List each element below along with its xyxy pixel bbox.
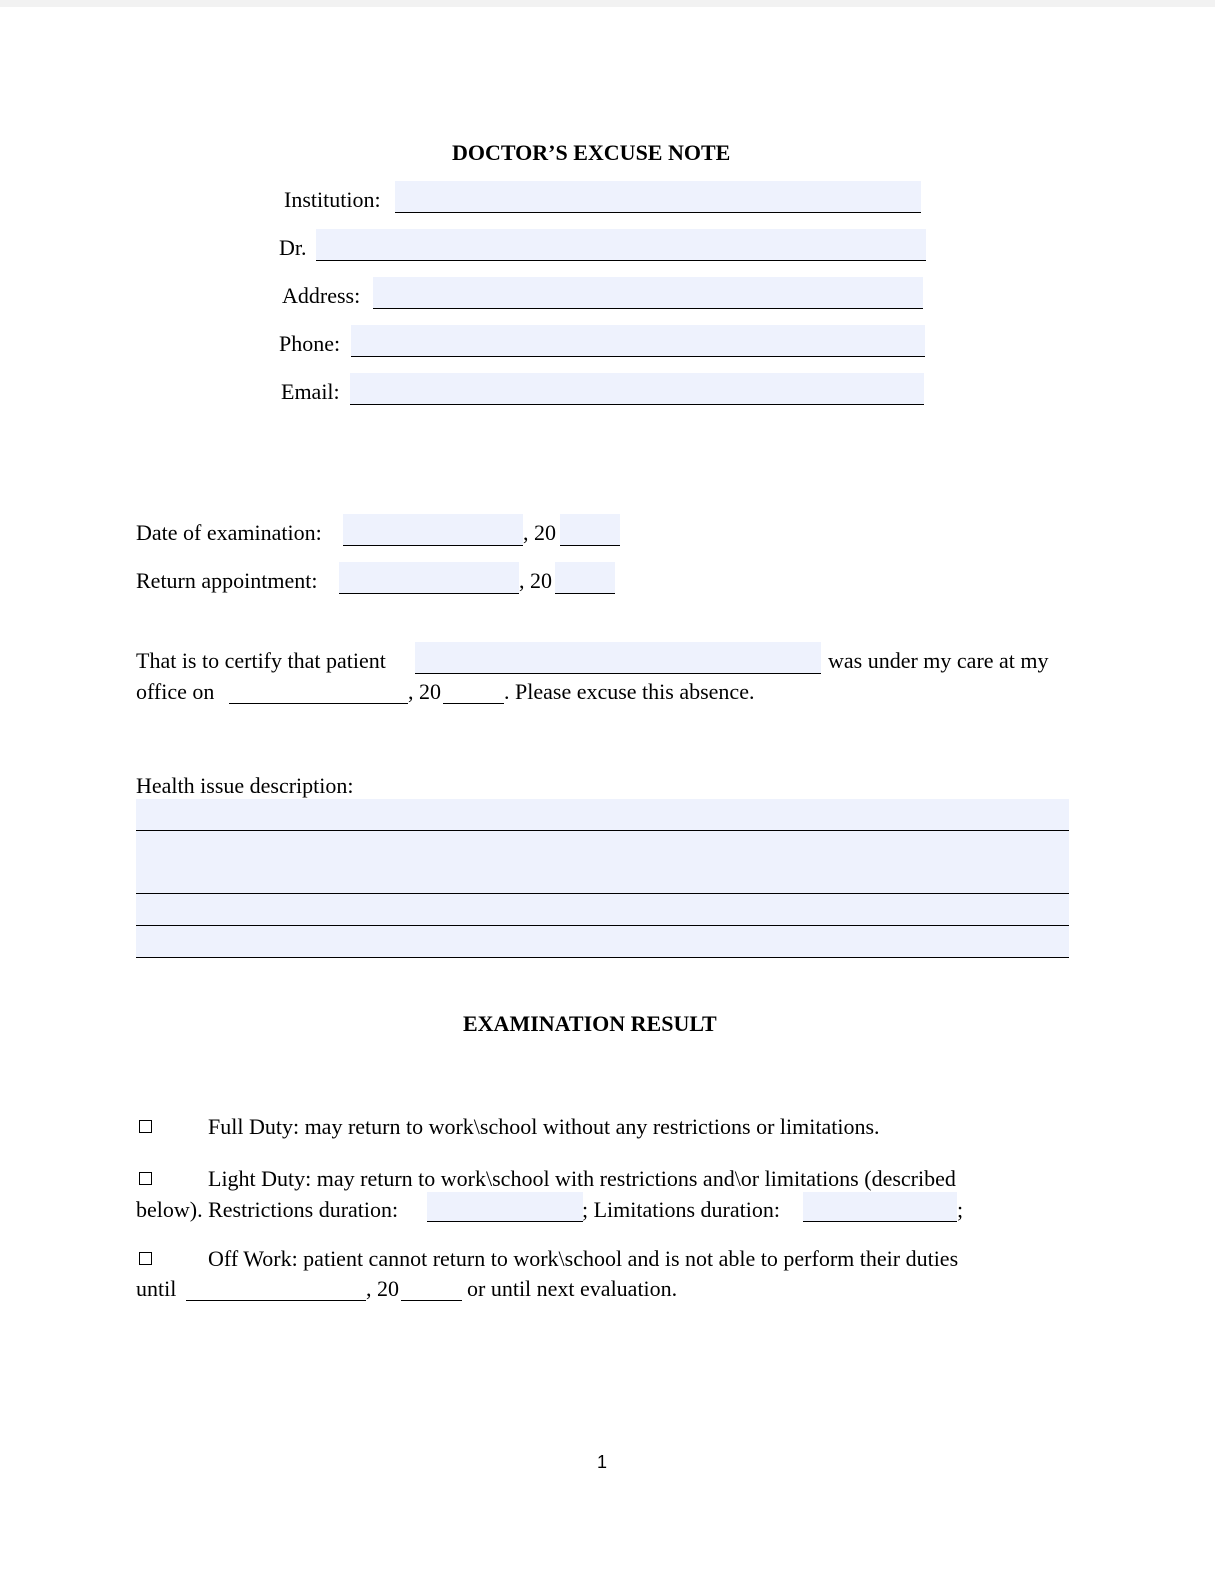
light-duty-text-1: Light Duty: may return to work\school with restrictions and\or limitations (described xyxy=(208,1166,956,1191)
off-work-text-2: or until next evaluation. xyxy=(467,1276,678,1301)
email-label: Email: xyxy=(281,379,340,404)
page-number: 1 xyxy=(597,1452,608,1472)
light-duty-text-3: ; Limitations duration: xyxy=(582,1197,780,1222)
return-date-label: Return appointment: xyxy=(136,568,318,593)
restrictions-duration-field[interactable] xyxy=(427,1221,583,1222)
office-year-field[interactable] xyxy=(443,703,504,704)
institution-label: Institution: xyxy=(284,187,381,212)
off-work-until-text: until xyxy=(136,1276,177,1301)
health-issue-line-4[interactable] xyxy=(136,894,1069,926)
office-year-prefix: , 20 xyxy=(408,679,441,704)
doctor-label: Dr. xyxy=(279,235,307,260)
page-top-border xyxy=(0,0,1215,7)
off-work-date-field[interactable] xyxy=(186,1300,366,1301)
off-work-year-prefix: , 20 xyxy=(366,1276,399,1301)
off-work-text-1: Off Work: patient cannot return to work\school and is not able to perform their duties xyxy=(208,1246,959,1271)
patient-name-field[interactable] xyxy=(415,642,821,674)
address-field[interactable] xyxy=(373,277,923,309)
health-issue-line-2[interactable] xyxy=(136,831,1069,863)
return-year-field[interactable] xyxy=(555,562,615,594)
light-duty-text-4: ; xyxy=(957,1197,964,1222)
full-duty-text: Full Duty: may return to work\school without any restrictions or limitations. xyxy=(208,1114,880,1139)
exam-date-label: Date of examination: xyxy=(136,520,322,545)
light-duty-checkbox[interactable] xyxy=(139,1172,152,1185)
off-work-checkbox[interactable] xyxy=(139,1252,152,1265)
certify-text-4: . Please excuse this absence. xyxy=(504,679,755,704)
limitations-duration-shade xyxy=(803,1192,957,1222)
full-duty-checkbox[interactable] xyxy=(139,1120,152,1133)
doctor-field[interactable] xyxy=(316,229,926,261)
return-date-field[interactable] xyxy=(339,562,519,594)
return-year-prefix: , 20 xyxy=(519,568,552,593)
institution-field[interactable] xyxy=(395,181,921,213)
certify-text-2: was under my care at my xyxy=(828,648,1049,673)
off-work-year-field[interactable] xyxy=(401,1300,462,1301)
health-issue-line-1[interactable] xyxy=(136,799,1069,831)
exam-date-field[interactable] xyxy=(343,514,523,546)
exam-year-field[interactable] xyxy=(560,514,620,546)
light-duty-text-2: below). Restrictions duration: xyxy=(136,1197,399,1222)
document-title: DOCTOR’S EXCUSE NOTE xyxy=(452,140,731,165)
examination-result-title: EXAMINATION RESULT xyxy=(463,1011,717,1036)
email-field[interactable] xyxy=(350,373,924,405)
health-issue-line-5[interactable] xyxy=(136,926,1069,958)
address-label: Address: xyxy=(282,283,361,308)
certify-text-1: That is to certify that patient xyxy=(136,648,386,673)
phone-field[interactable] xyxy=(351,325,925,357)
health-issue-label: Health issue description: xyxy=(136,773,354,798)
certify-text-3: office on xyxy=(136,679,215,704)
restrictions-duration-shade xyxy=(427,1192,583,1222)
office-date-field[interactable] xyxy=(229,703,408,704)
exam-year-prefix: , 20 xyxy=(523,520,556,545)
health-issue-line-3[interactable] xyxy=(136,862,1069,894)
limitations-duration-field[interactable] xyxy=(803,1221,957,1222)
phone-label: Phone: xyxy=(279,331,341,356)
